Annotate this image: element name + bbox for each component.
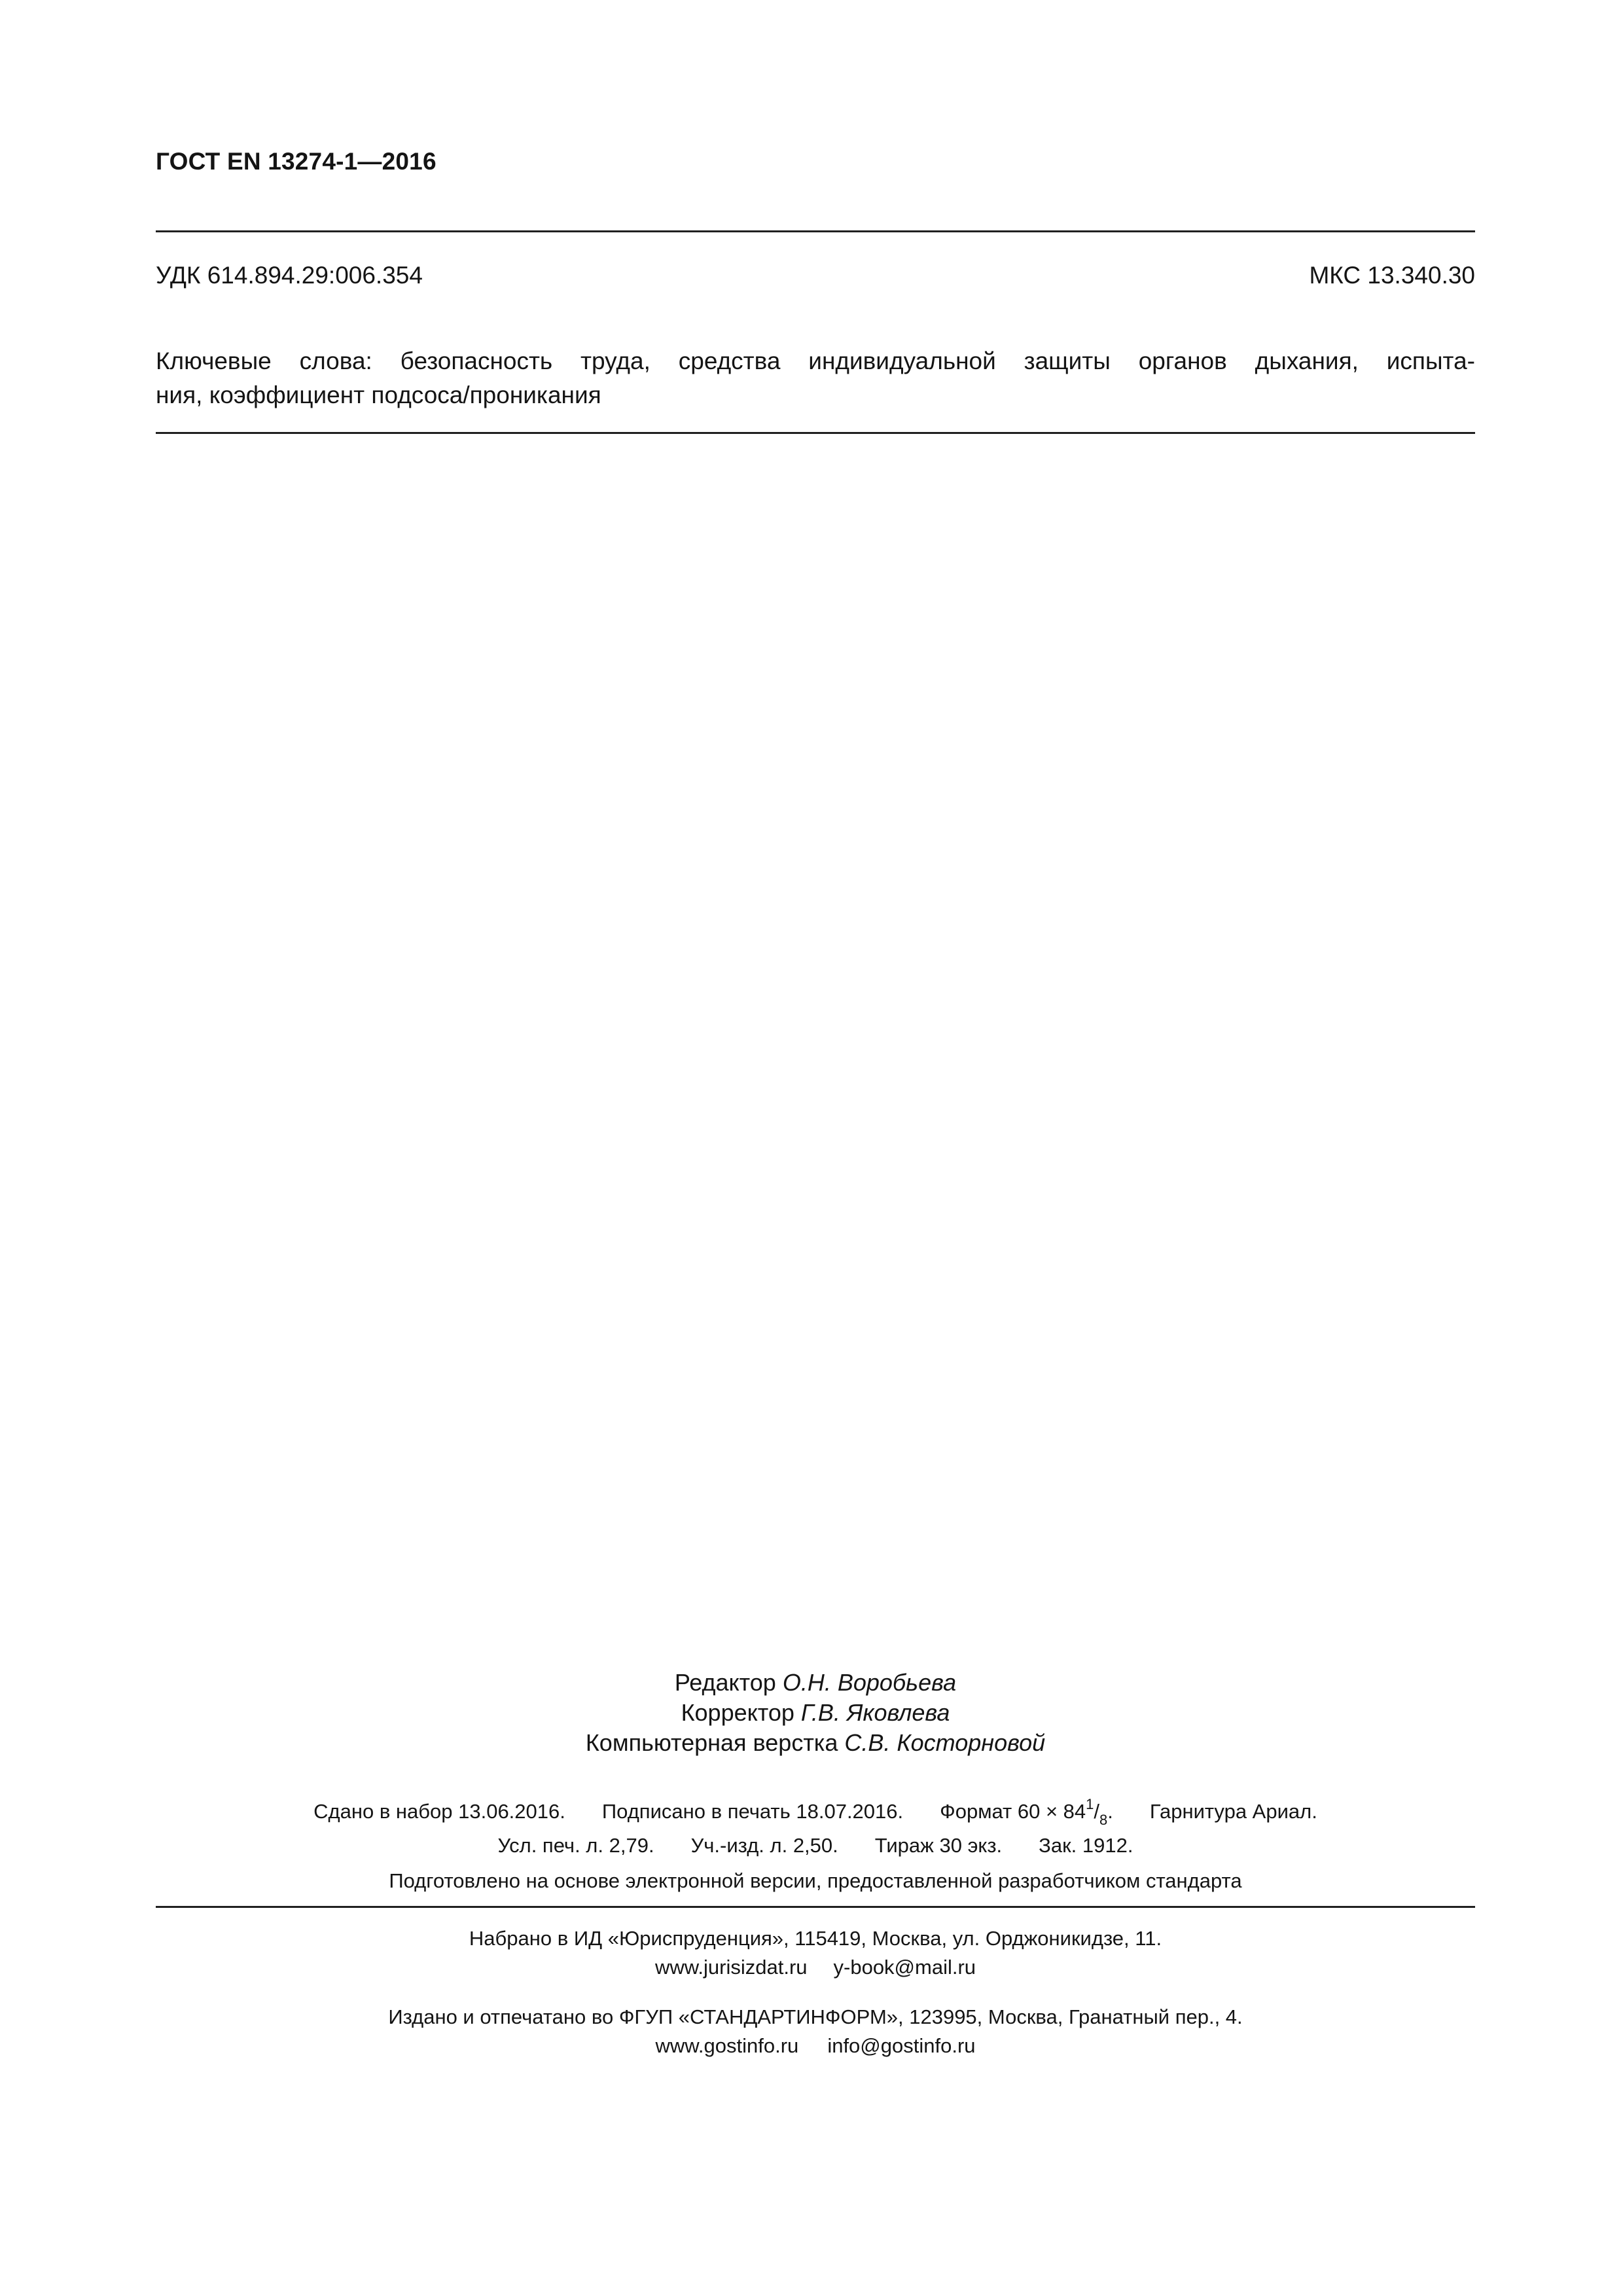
editor-name: О.Н. Воробьева [782, 1669, 957, 1696]
publisher-email-link[interactable]: info@gostinfo.ru [827, 2034, 976, 2057]
typeset-email-link[interactable]: y-book@mail.ru [833, 1956, 976, 1979]
credits-block [156, 1668, 1475, 1758]
format-slash: / [1094, 1800, 1100, 1823]
format-denominator: 8 [1099, 1812, 1108, 1828]
keywords-divider [156, 432, 1475, 434]
layout-line [156, 1728, 1475, 1758]
header-divider [156, 230, 1475, 232]
mks-code: МКС 13.340.30 [1309, 262, 1475, 289]
keywords-line-2: ния, коэффициент подсоса/проникания [156, 382, 601, 408]
publisher-line: Издано и отпечатано во ФГУП «СТАНДАРТИНФОРМ», 123995, Москва, Гранатный пер., 4. [388, 2005, 1243, 2028]
editor-line [156, 1668, 1475, 1698]
proofreader-line [156, 1698, 1475, 1728]
layout-role: Компьютерная верстка [585, 1729, 838, 1756]
proofreader-role: Корректор [681, 1699, 794, 1726]
proofreader-name: Г.В. Яковлева [800, 1699, 950, 1726]
format-prefix: Формат 60 × 84 [940, 1800, 1086, 1823]
print-sheets: Усл. печ. л. 2,79. [497, 1834, 654, 1857]
publisher-site-link[interactable]: www.gostinfo.ru [655, 2034, 799, 2057]
typeset-contacts [156, 1956, 1475, 1979]
circulation: Тираж 30 экз. [874, 1834, 1003, 1857]
prepared-note: Подготовлено на основе электронной версии, предоставленной разработчиком стандарта [389, 1869, 1242, 1892]
udk-code: УДК 614.894.29:006.354 [156, 262, 423, 289]
print-details-line-1 [156, 1796, 1475, 1829]
format-suffix: . [1107, 1800, 1113, 1823]
submitted-date: Сдано в набор 13.06.2016. [313, 1800, 565, 1823]
signed-date: Подписано в печать 18.07.2016. [601, 1800, 904, 1823]
footer-divider [156, 1906, 1475, 1908]
editor-role: Редактор [674, 1669, 776, 1696]
typeface: Гарнитура Ариал. [1149, 1800, 1317, 1823]
print-details-line-2 [156, 1834, 1475, 1857]
typeset-site-link[interactable]: www.jurisizdat.ru [654, 1956, 808, 1979]
document-code: ГОСТ EN 13274-1—2016 [156, 148, 437, 175]
keywords-line-1: Ключевые слова: безопасность труда, средства индивидуальной защиты органов дыхания, испыта- [156, 348, 1475, 374]
typeset-line: Набрано в ИД «Юриспруденция», 115419, Москва, ул. Орджоникидзе, 11. [469, 1927, 1162, 1950]
layout-name: С.В. Косторновой [844, 1729, 1046, 1756]
order-number: Зак. 1912. [1039, 1834, 1133, 1857]
publ-sheets: Уч.-изд. л. 2,50. [690, 1834, 838, 1857]
keywords-block [156, 344, 1475, 412]
publisher-contacts [156, 2034, 1475, 2058]
format-numerator: 1 [1086, 1796, 1094, 1812]
